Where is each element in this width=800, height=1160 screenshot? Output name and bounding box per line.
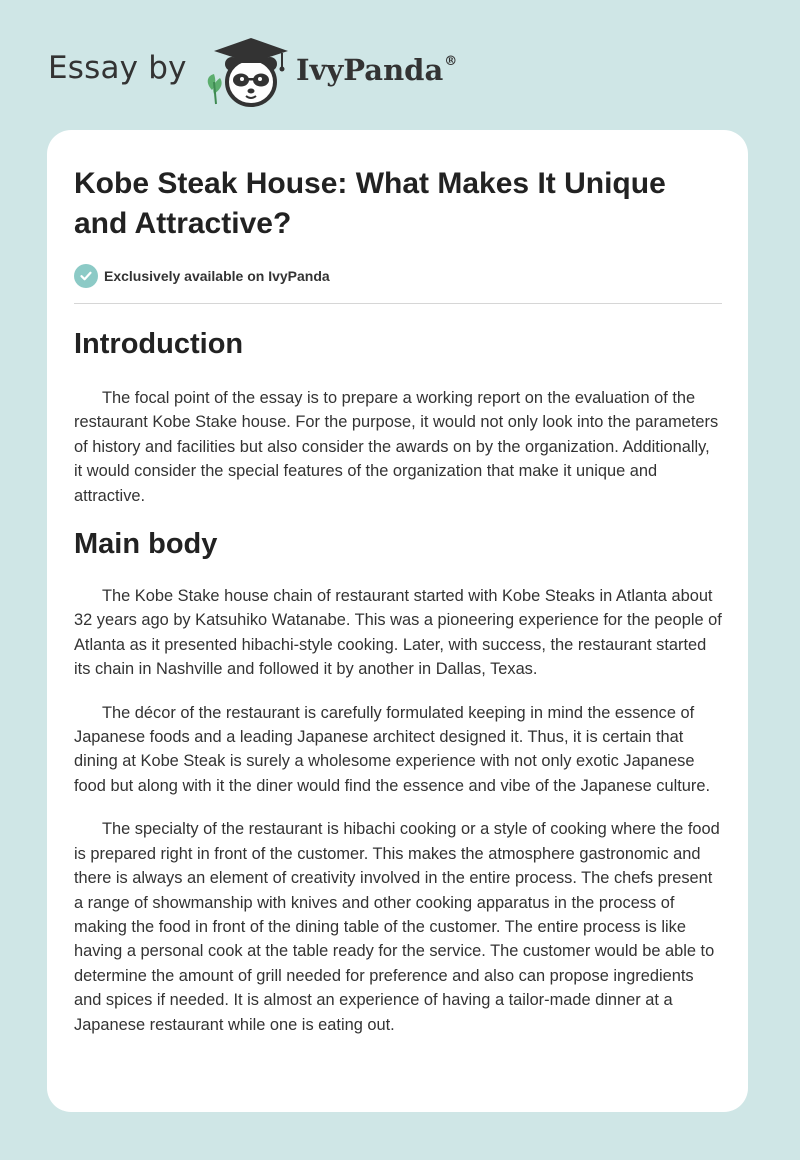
paragraph: The décor of the restaurant is carefully formulated keeping in mind the essence of Japanese foods and a leading Japanese architect designed it. Thus, it is certain that dining at Kobe Steak is surely a wholesome experience with not only exotic Japanese food but along with it the diner would find the essence and vibe of the Japanese culture. (74, 703, 711, 795)
paragraph: The Kobe Stake house chain of restaurant started with Kobe Steaks in Atlanta about 32 years ago by Katsuhiko Watanabe. This was a pioneering experience for the people of Atlanta as it presented hibachi-style cooking. Later, with success, the restaurant started its chain in Nashville and followed it by another in Dallas, Texas. (74, 587, 722, 679)
section-heading-introduction: Introduction (74, 328, 244, 360)
trademark-symbol: ® (444, 54, 458, 70)
check-circle-icon (74, 264, 98, 288)
divider (74, 303, 722, 304)
section-heading-main-body: Main body (74, 528, 218, 561)
paragraph: The focal point of the essay is to prepare a working report on the evaluation of the restaurant Kobe Stake house. For the purpose, it would not only look into the parameters of history and facilities but also consider the awards on by the organization. Additionally, it would consider the special features of the organization that make it unique and attractive. (74, 389, 719, 505)
essay-by-label: Essay by (48, 50, 187, 86)
page-title: Kobe Steak House: What Makes It Unique and Attractive? (74, 167, 666, 240)
essay-content (74, 326, 722, 1037)
essay-card (47, 130, 748, 1112)
paragraph: The specialty of the restaurant is hibachi cooking or a style of cooking where the food is prepared right in front of the customer. This makes the atmosphere gastronomic and there is always an element of creativity involved in the entire process. The chefs present a range of showmanship with knives and other cooking apparatus in the process of making the food in front of the dining table of the customer. The entire process is like having a personal cook at the table ready for the service. The customer would be able to determine the amount of grill needed for preference and also can propose ingredients and spices if needed. It is almost an experience of having a tailor-made dinner at a Japanese restaurant while one is eating out. (74, 820, 720, 1034)
brand-name[interactable]: IvyPanda® (296, 53, 458, 87)
panda-graduation-cap-icon[interactable] (198, 34, 294, 110)
exclusive-badge (74, 263, 330, 289)
site-header (0, 0, 800, 128)
badge-label: Exclusively available on IvyPanda (104, 268, 330, 284)
